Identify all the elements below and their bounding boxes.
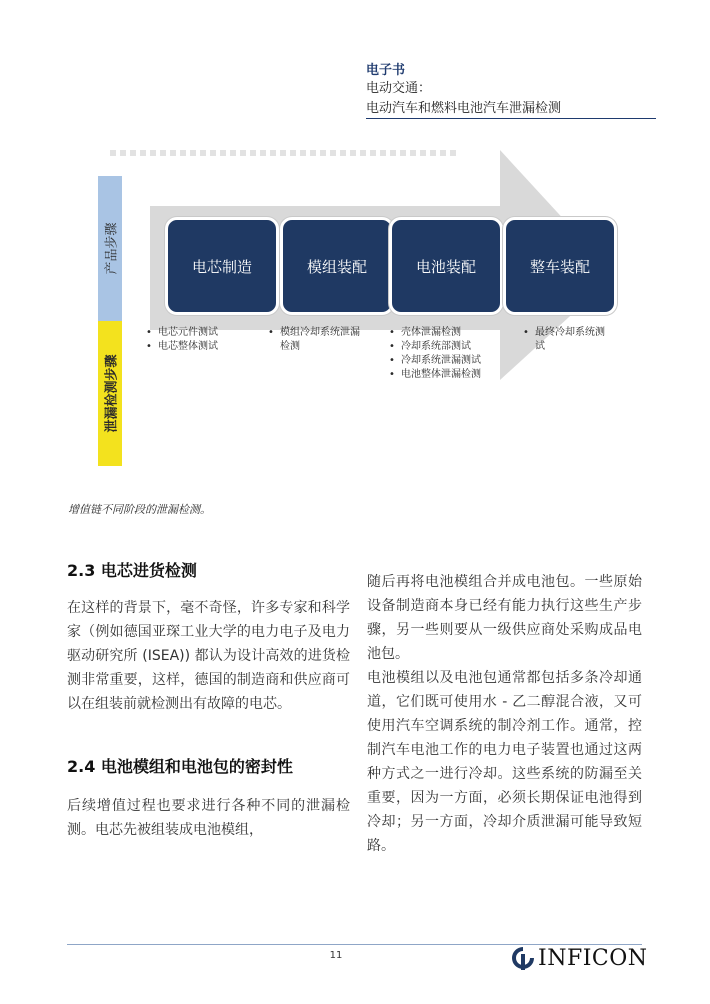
bullets-cell <box>146 326 218 354</box>
section-title-2-3: 2.3 电芯进货检测 <box>67 561 197 580</box>
bullet-item: • 模组冷却系统泄漏检测 <box>268 326 360 354</box>
step-battery-assembly: 电池装配 <box>389 217 503 315</box>
bullet-item: • 冷却系统泄漏测试 <box>389 354 481 368</box>
page-number: 11 <box>329 950 343 961</box>
logo-text: INFICON <box>538 945 648 971</box>
bullet-item: • 电芯元件测试 <box>146 326 218 340</box>
section-body-2-4: 后续增值过程也要求进行各种不同的泄漏检测。电芯先被组装成电池模组， <box>67 798 350 838</box>
step-vehicle-assembly: 整车装配 <box>503 217 617 315</box>
ebook-label: 电子书 <box>366 63 406 78</box>
document-header <box>366 62 656 119</box>
bullet-item: • 壳体泄漏检测 <box>389 326 481 340</box>
right-paragraph-1: 随后再将电池模组合并成电池包。一些原始设备制造商本身已经有能力执行这些生产步骤，另一些则要从一级供应商处采购成品电池包。 <box>367 574 642 662</box>
inficon-logo <box>510 943 648 973</box>
right-paragraph-2: 电池模组以及电池包通常都包括多条冷却通道，它们既可使用水 - 乙二醇混合液，又可使用汽车空调系统的制冷剂工作。通常，控制汽车电池工作的电力电子装置也通过这两种方式之一进行冷却。这些系统的防漏至关重要，因为一方面，必须长期保证电池得到冷却；另一方面，冷却介质泄漏可能导致短路。 <box>367 670 642 854</box>
bullet-item: • 最终冷却系统测试 <box>523 326 613 354</box>
inficon-logo-mark-icon <box>510 945 536 971</box>
bullet-item: • 电芯整体测试 <box>146 340 218 354</box>
leak-test-steps-label: 泄漏检测步骤 <box>104 354 120 433</box>
right-column <box>367 570 642 858</box>
section-body-2-3: 在这样的背景下，毫不奇怪，许多专家和科学家（例如德国亚琛工业大学的电力电子及电力驱动研究所 (ISEA)) 都认为设计高效的进货检测非常重要，这样，德国的制造商和供应商可以在组装前就检测出有故障的电芯。 <box>67 600 350 712</box>
bullets-battery <box>389 326 481 382</box>
header-rule <box>366 118 656 119</box>
left-column <box>67 560 350 842</box>
product-steps-label: 产品步骤 <box>104 222 120 275</box>
header-line-2: 电动汽车和燃料电池汽车泄漏检测 <box>366 101 562 116</box>
bullets-module <box>268 326 360 354</box>
step-cell-manufacturing: 电芯制造 <box>165 217 279 315</box>
step-module-assembly: 模组装配 <box>280 217 394 315</box>
figure-caption: 增值链不同阶段的泄漏检测。 <box>68 503 211 516</box>
bullets-vehicle <box>523 326 613 354</box>
value-chain-diagram <box>0 140 710 470</box>
bullet-item: • 冷却系统部测试 <box>389 340 481 354</box>
bullet-item: • 电池整体泄漏检测 <box>389 368 481 382</box>
section-title-2-4: 2.4 电池模组和电池包的密封性 <box>67 757 293 776</box>
header-line-1: 电动交通： <box>366 81 432 96</box>
